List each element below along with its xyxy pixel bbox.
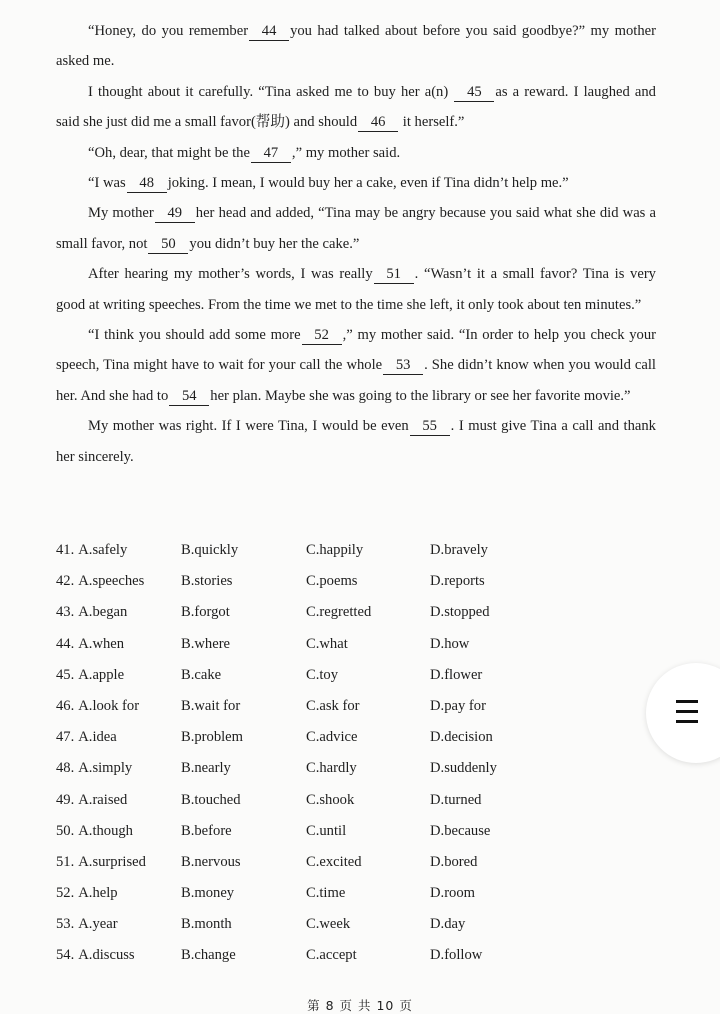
option-d: D.pay for bbox=[430, 697, 486, 714]
option-a-text: A.speeches bbox=[78, 573, 145, 590]
option-row bbox=[56, 723, 676, 754]
option-b: B.wait for bbox=[181, 697, 241, 714]
answer-blank: 46 bbox=[358, 114, 398, 132]
option-d: D.turned bbox=[430, 791, 482, 808]
question-number: 54. bbox=[56, 947, 75, 964]
answer-blank: 55 bbox=[410, 418, 450, 436]
option-d: D.reports bbox=[430, 573, 485, 590]
option-c: C.ask for bbox=[306, 697, 360, 714]
option-a bbox=[56, 636, 124, 653]
passage-paragraph bbox=[56, 138, 656, 168]
question-number: 42. bbox=[56, 573, 75, 590]
answer-blank: 54 bbox=[169, 388, 209, 406]
passage-text: her head and added, “Tina may be angry because you said what she did was a small favor, not bbox=[56, 205, 656, 252]
option-b: B.problem bbox=[181, 729, 244, 746]
option-c: C.regretted bbox=[306, 604, 372, 621]
question-number: 49. bbox=[56, 791, 75, 808]
option-c: C.shook bbox=[306, 791, 355, 808]
option-c: C.poems bbox=[306, 573, 358, 590]
option-a-text: A.safely bbox=[78, 542, 128, 558]
passage-text: “Honey, do you remember bbox=[88, 23, 249, 39]
question-number: 47. bbox=[56, 729, 75, 746]
passage-text: “Oh, dear, that might be the bbox=[88, 144, 250, 161]
option-a-text: A.year bbox=[78, 916, 118, 933]
option-a bbox=[56, 823, 133, 840]
answer-blank: 52 bbox=[302, 327, 342, 345]
option-a bbox=[56, 792, 127, 809]
hamburger-menu-icon bbox=[676, 700, 698, 703]
option-d: D.follow bbox=[430, 947, 483, 964]
answer-blank: 45 bbox=[454, 84, 494, 102]
option-b: B.forgot bbox=[181, 604, 230, 621]
passage-text: ,” my mother said. “In order to help you check your speech, Tina might have to wait for your call the whole bbox=[56, 327, 657, 374]
question-number: 41. bbox=[56, 542, 75, 558]
question-number: 48. bbox=[56, 760, 75, 777]
option-b: B.quickly bbox=[181, 542, 239, 558]
option-a-text: A.idea bbox=[78, 729, 117, 746]
passage-text: . “Wasn’t it a small favor? Tina is very good at writing speeches. From the time we met to the time she left, it only took about ten minutes.” bbox=[56, 266, 656, 313]
question-number: 50. bbox=[56, 822, 75, 839]
option-c: C.advice bbox=[306, 729, 358, 746]
passage-text: you had talked about before you said goodbye?” my mother asked me. bbox=[56, 23, 656, 70]
passage-text: After hearing my mother’s words, I was really bbox=[88, 266, 373, 283]
question-number: 44. bbox=[56, 635, 75, 652]
option-row bbox=[56, 817, 676, 848]
question-number: 43. bbox=[56, 604, 75, 621]
option-row bbox=[56, 848, 676, 879]
option-a bbox=[56, 604, 127, 621]
passage-paragraph bbox=[56, 411, 656, 472]
answer-blank: 49 bbox=[155, 205, 195, 223]
option-a bbox=[56, 885, 118, 902]
option-d: D.how bbox=[430, 635, 470, 652]
answer-options-table bbox=[56, 536, 676, 973]
option-a bbox=[56, 916, 118, 933]
option-c: C.happily bbox=[306, 542, 364, 558]
question-number: 46. bbox=[56, 697, 75, 714]
answer-blank: 44 bbox=[249, 23, 289, 41]
option-b: B.where bbox=[181, 635, 231, 652]
passage-text: “I think you should add some more bbox=[88, 327, 301, 344]
option-row bbox=[56, 941, 676, 972]
option-d: D.decision bbox=[430, 729, 493, 746]
option-b: B.touched bbox=[181, 791, 241, 808]
option-row bbox=[56, 536, 676, 567]
option-c: C.time bbox=[306, 885, 346, 902]
option-a bbox=[56, 854, 146, 871]
page-number-footer: 第 8 页 共 10 页 bbox=[307, 998, 413, 1013]
option-c: C.what bbox=[306, 635, 348, 652]
option-a-text: A.raised bbox=[78, 791, 128, 808]
option-d: D.stopped bbox=[430, 604, 490, 621]
option-a-text: A.apple bbox=[78, 666, 125, 683]
hamburger-menu-icon-bar bbox=[676, 710, 698, 713]
option-a bbox=[56, 760, 132, 777]
passage-paragraph bbox=[56, 16, 656, 77]
option-row bbox=[56, 910, 676, 941]
option-row bbox=[56, 630, 676, 661]
passage-text: it herself.” bbox=[399, 114, 465, 131]
option-c: C.hardly bbox=[306, 760, 357, 777]
option-b: B.cake bbox=[181, 666, 222, 683]
option-c: C.toy bbox=[306, 666, 339, 683]
option-row bbox=[56, 661, 676, 692]
passage-text: joking. I mean, I would buy her a cake, even if Tina didn’t help me.” bbox=[167, 175, 569, 192]
option-row bbox=[56, 786, 676, 817]
option-row bbox=[56, 567, 676, 598]
option-d: D.bravely bbox=[430, 542, 488, 558]
option-b: B.before bbox=[181, 822, 232, 839]
option-a-text: A.surprised bbox=[78, 853, 146, 870]
option-a-text: A.discuss bbox=[78, 947, 135, 964]
option-c: C.week bbox=[306, 916, 351, 933]
option-c: C.excited bbox=[306, 853, 362, 870]
option-b: B.money bbox=[181, 885, 235, 902]
option-a-text: A.help bbox=[78, 885, 118, 902]
option-a bbox=[56, 729, 117, 746]
passage-text: . She didn’t know when you would call her. And she had to bbox=[56, 357, 656, 404]
option-d: D.flower bbox=[430, 666, 483, 683]
passage-paragraph bbox=[56, 168, 656, 198]
passage-text: “I was bbox=[88, 175, 126, 192]
option-b: B.change bbox=[181, 947, 236, 964]
option-d: D.because bbox=[430, 822, 491, 839]
passage-paragraph bbox=[56, 77, 656, 138]
cloze-passage bbox=[56, 16, 656, 472]
option-b: B.stories bbox=[181, 573, 233, 590]
question-number: 53. bbox=[56, 916, 75, 933]
passage-text: My mother was right. If I were Tina, I would be even bbox=[88, 418, 409, 435]
option-a bbox=[56, 698, 139, 715]
question-number: 51. bbox=[56, 853, 75, 870]
option-c: C.until bbox=[306, 822, 347, 839]
option-a-text: A.look for bbox=[78, 697, 140, 714]
option-d: D.bored bbox=[430, 853, 478, 870]
option-a-text: A.simply bbox=[78, 760, 133, 777]
question-number: 52. bbox=[56, 885, 75, 902]
answer-blank: 50 bbox=[148, 236, 188, 254]
answer-blank: 47 bbox=[251, 145, 291, 163]
option-a bbox=[56, 542, 127, 559]
passage-text: ,” my mother said. bbox=[291, 144, 401, 161]
passage-paragraph bbox=[56, 198, 656, 259]
answer-blank: 53 bbox=[383, 357, 423, 375]
passage-text: . I must give Tina a call and thank her sincerely. bbox=[56, 418, 656, 465]
option-b: B.nervous bbox=[181, 853, 241, 870]
option-d: D.room bbox=[430, 885, 475, 902]
hamburger-menu-icon-bar bbox=[676, 720, 698, 723]
option-a bbox=[56, 667, 124, 684]
option-a bbox=[56, 573, 144, 590]
option-row bbox=[56, 598, 676, 629]
option-d: D.suddenly bbox=[430, 760, 497, 777]
option-b: B.month bbox=[181, 916, 232, 933]
option-b: B.nearly bbox=[181, 760, 231, 777]
passage-text: My mother bbox=[88, 205, 154, 222]
answer-blank: 51 bbox=[374, 266, 414, 284]
passage-paragraph bbox=[56, 320, 656, 411]
answer-blank: 48 bbox=[127, 175, 167, 193]
passage-text: you didn’t buy her the cake.” bbox=[189, 235, 360, 252]
option-c: C.accept bbox=[306, 947, 357, 964]
option-row bbox=[56, 879, 676, 910]
option-a-text: A.though bbox=[78, 822, 133, 839]
passage-paragraph bbox=[56, 259, 656, 320]
question-number: 45. bbox=[56, 666, 75, 683]
passage-text: I thought about it carefully. “Tina asked me to buy her a(n) bbox=[88, 83, 454, 100]
passage-text: her plan. Maybe she was going to the library or see her favorite movie.” bbox=[210, 387, 631, 404]
option-d: D.day bbox=[430, 916, 466, 933]
option-row bbox=[56, 692, 676, 723]
option-row bbox=[56, 754, 676, 785]
option-a bbox=[56, 947, 135, 964]
option-a-text: A.when bbox=[78, 635, 125, 652]
passage-text: as a reward. I laughed and said she just did me a small favor(帮助) and should bbox=[56, 83, 656, 131]
option-a-text: A.began bbox=[78, 604, 128, 621]
